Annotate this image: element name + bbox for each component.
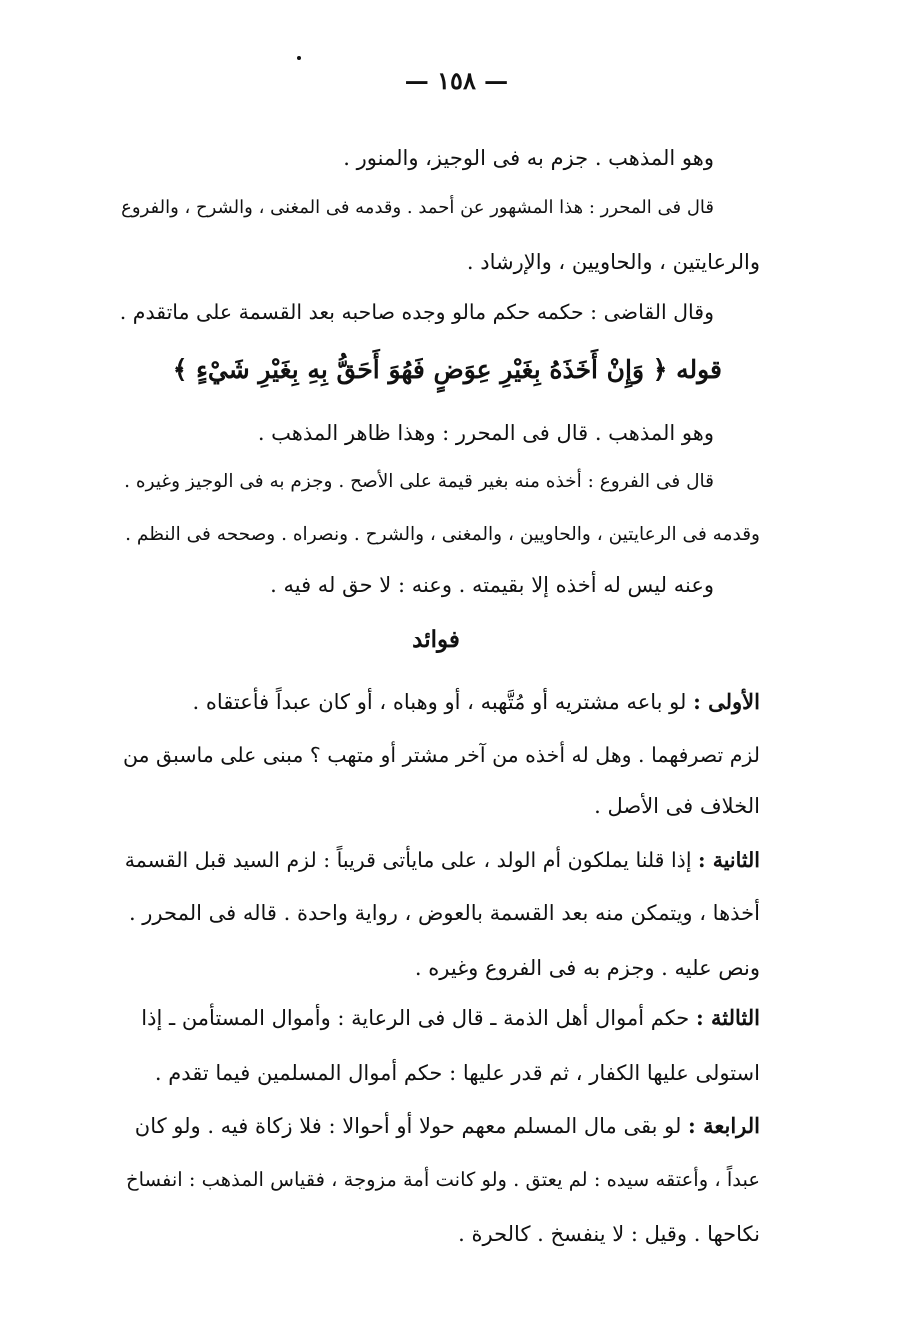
point-label: الثالثة : [695, 1005, 760, 1030]
quoted-verse: قوله ﴿ وَإِنْ أَخَذَهُ بِغَيْرِ عِوَضٍ فَهُوَ أَحَقُّ بِهِ بِغَيْرِ شَيْءٍ ﴾ [172, 355, 722, 384]
text-line: استولى عليها الكفار ، ثم قدر عليها : حكم أموال المسلمين فيما تقدم . [154, 1061, 760, 1085]
page-number: — ١٥٨ — [404, 66, 509, 95]
text-line [135, 1111, 760, 1141]
point-label: الثانية : [698, 848, 760, 872]
text-line: عبداً ، وأعتقه سيده : لم يعتق . ولو كانت أمة مزوجة ، فقياس المذهب : انفساخ [126, 1168, 760, 1191]
text-line: وقدمه فى الرعايتين ، والحاويين ، والمغنى ، والشرح . ونصراه . وصححه فى النظم . [125, 524, 760, 545]
text-line: الخلاف فى الأصل . [594, 794, 760, 818]
text-line: وهو المذهب . جزم به فى الوجيز، والمنور . [343, 146, 714, 170]
text-line: قال فى المحرر : هذا المشهور عن أحمد . وقدمه فى المغنى ، والشرح ، والفروع [121, 197, 714, 218]
point-text: لو باعه مشتريه أو مُتَّهبه ، أو وهباه ، أو كان عبداً فأعتقاه . [192, 690, 694, 714]
text-line [192, 687, 760, 717]
text-line: أخذها ، ويتمكن منه بعد القسمة بالعوض ، رواية واحدة . قاله فى المحرر . [128, 901, 760, 925]
text-line: وهو المذهب . قال فى المحرر : وهذا ظاهر المذهب . [257, 421, 714, 445]
text-line: قال فى الفروع : أخذه منه بغير قيمة على الأصح . وجزم به فى الوجيز وغيره . [124, 471, 714, 492]
dot-mark [297, 56, 301, 60]
text-line: نكاحها . وقيل : لا ينفسخ . كالحرة . [458, 1222, 760, 1246]
text-line: والرعايتين ، والحاويين ، والإرشاد . [466, 250, 760, 274]
point-label: الأولى : [693, 689, 760, 714]
text-line [125, 845, 760, 875]
point-text: إذا قلنا يملكون أم الولد ، على مايأتى قريباً : لزم السيد قبل القسمة [124, 848, 699, 872]
point-text: لو بقى مال المسلم معهم حولا أو أحوالا : فلا زكاة فيه . ولو كان [134, 1114, 689, 1138]
text-line [141, 1003, 760, 1033]
text-line: وعنه ليس له أخذه إلا بقيمته . وعنه : لا حق له فيه . [270, 573, 714, 597]
point-label: الرابعة : [688, 1113, 760, 1138]
text-line: لزم تصرفهما . وهل له أخذه من آخر مشتر أو متهب ؟ مبنى على ماسبق من [122, 743, 760, 767]
point-text: حكم أموال أهل الذمة ـ قال فى الرعاية : وأموال المستأمن ـ إذا [141, 1006, 696, 1030]
text-line: ونص عليه . وجزم به فى الفروع وغيره . [414, 956, 760, 980]
section-heading: فوائد [412, 626, 460, 653]
text-line: وقال القاضى : حكمه حكم مالو وجده صاحبه بعد القسمة على ماتقدم . [119, 300, 714, 324]
